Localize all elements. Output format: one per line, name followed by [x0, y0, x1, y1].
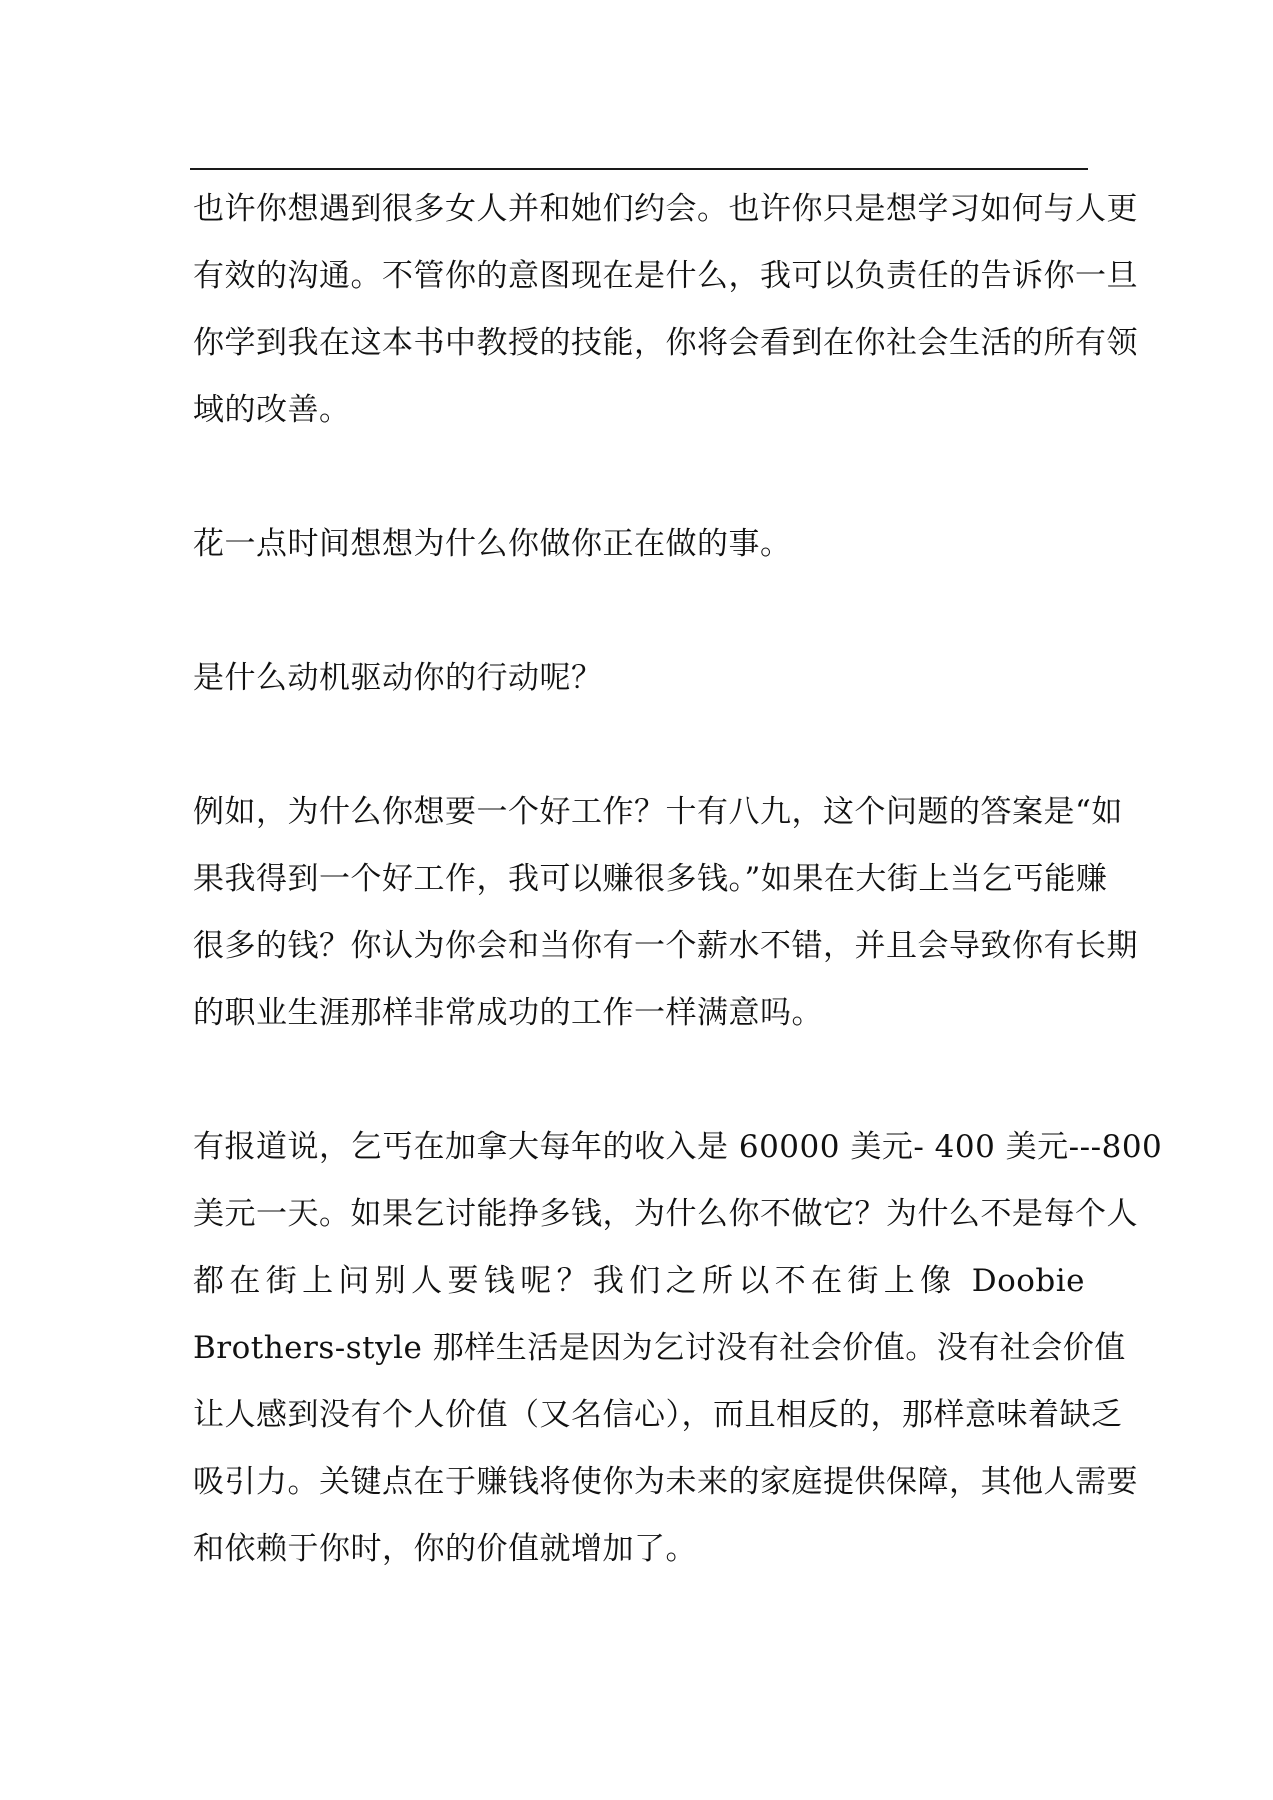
text-line: 很多的钱？你认为你会和当你有一个薪水不错，并且会导致你有长期	[193, 928, 1138, 964]
document-body	[193, 176, 1163, 1583]
text-line: 也许你想遇到很多女人并和她们约会。也许你只是想学习如何与人更	[193, 191, 1138, 227]
text-line: 有效的沟通。不管你的意图现在是什么，我可以负责任的告诉你一旦	[193, 258, 1138, 294]
paragraph-3	[193, 645, 1085, 712]
paragraph-spacer	[193, 444, 1085, 511]
text-line: 花一点时间想想为什么你做你正在做的事。	[193, 526, 792, 562]
text-line: 有报道说，乞丐在加拿大每年的收入是 60000 美元- 400 美元---800	[193, 1129, 1163, 1165]
text-line: Brothers-style 那样生活是因为乞讨没有社会价值。没有社会价值	[193, 1330, 1126, 1366]
text-line: 域的改善。	[193, 392, 351, 428]
text-line: 让人感到没有个人价值（又名信心），而且相反的，那样意味着缺乏	[193, 1397, 1123, 1433]
text-line: 例如，为什么你想要一个好工作？十有八九，这个问题的答案是“如	[193, 794, 1123, 830]
text-line: 美元一天。如果乞讨能挣多钱，为什么你不做它？为什么不是每个人	[193, 1196, 1138, 1232]
paragraph-2	[193, 511, 1085, 578]
paragraph-1	[193, 176, 1138, 444]
paragraph-5	[193, 1114, 1163, 1583]
paragraph-spacer	[193, 1047, 1085, 1114]
text-line: 和依赖于你时，你的价值就增加了。	[193, 1531, 697, 1567]
text-line: 吸引力。关键点在于赚钱将使你为未来的家庭提供保障，其他人需要	[193, 1464, 1138, 1500]
paragraph-spacer	[193, 712, 1085, 779]
paragraph-4	[193, 779, 1138, 1047]
text-line: 你学到我在这本书中教授的技能，你将会看到在你社会生活的所有领	[193, 325, 1138, 361]
header-rule	[190, 168, 1088, 170]
paragraph-spacer	[193, 578, 1085, 645]
text-line: 的职业生涯那样非常成功的工作一样满意吗。	[193, 995, 823, 1031]
text-line: 是什么动机驱动你的行动呢？	[193, 660, 603, 696]
text-line: 果我得到一个好工作，我可以赚很多钱。”如果在大街上当乞丐能赚	[193, 861, 1108, 897]
text-line: 都在街上问别人要钱呢？我们之所以不在街上像 Doobie	[193, 1263, 1085, 1299]
